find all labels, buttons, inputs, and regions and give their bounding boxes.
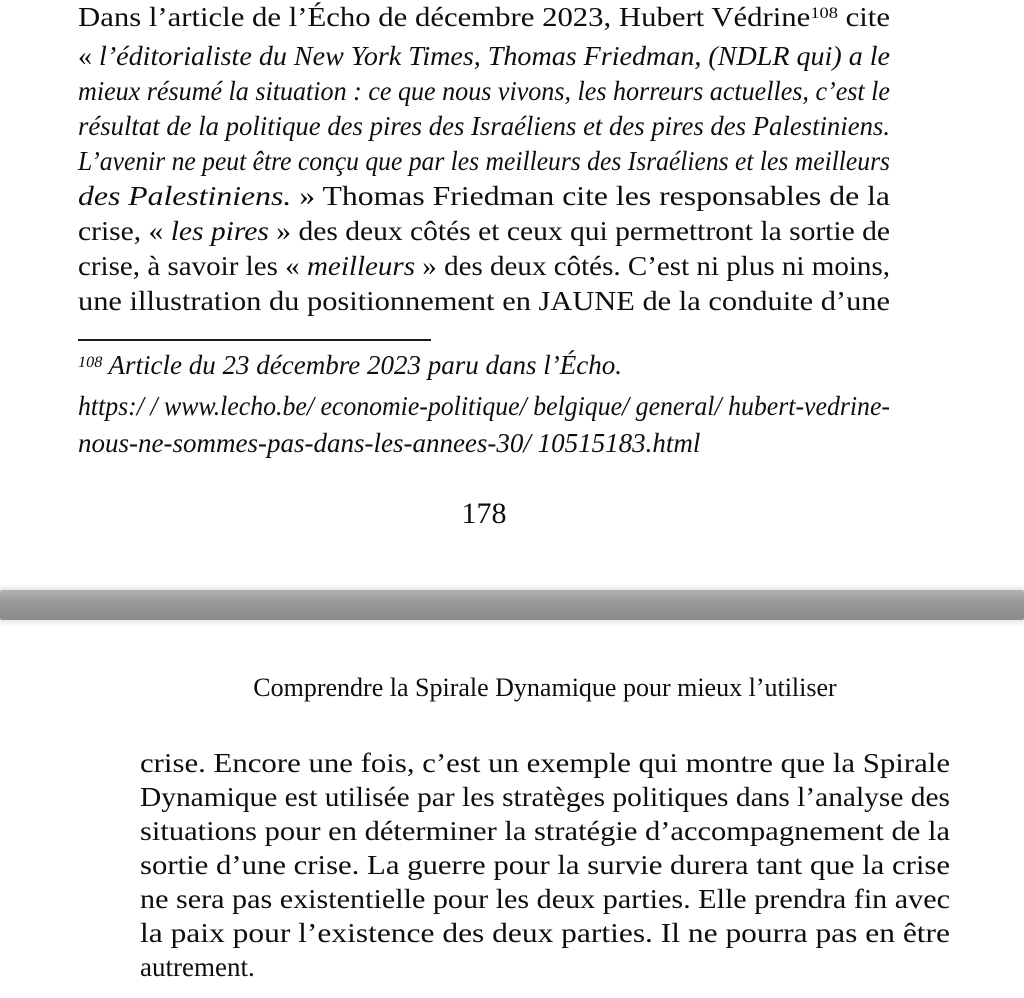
page2-body-paragraph bbox=[140, 746, 950, 984]
text-line: des Palestiniens. » Thomas Friedman cite les responsables de la bbox=[78, 181, 890, 211]
text-line: crise. Encore une fois, c’est un exemple qui montre que la Spirale bbox=[140, 748, 950, 778]
text-line: résultat de la politique des pires des Israéliens et des pires des Palestiniens. bbox=[78, 111, 890, 141]
text-line: crise, « les pires » des deux côtés et ceux qui permettront la sortie de bbox=[78, 216, 890, 246]
text-line: sortie d’une crise. La guerre pour la survie durera tant que la crise bbox=[140, 850, 950, 880]
text-line: « l’éditorialiste du New York Times, Thomas Friedman, (NDLR qui) a le bbox=[78, 41, 890, 71]
text-line: mieux résumé la situation : ce que nous vivons, les horreurs actuelles, c’est le bbox=[78, 76, 890, 106]
footnote-108 bbox=[78, 347, 890, 462]
page-gap-shadow-bottom bbox=[0, 620, 1024, 626]
text-line: L’avenir ne peut être conçu que par les meilleurs des Israéliens et les meilleurs bbox=[78, 146, 890, 176]
text-line: Dynamique est utilisée par les stratèges politiques dans l’analyse des bbox=[140, 782, 950, 812]
page-number: 178 bbox=[461, 497, 507, 530]
text-line: autrement. bbox=[140, 952, 255, 982]
page1-body-paragraph bbox=[78, 0, 890, 319]
footnote-separator-rule bbox=[78, 339, 431, 341]
text-line: ne sera pas existentielle pour les deux parties. Elle prendra fin avec bbox=[140, 884, 950, 914]
text-line: la paix pour l’existence des deux parties. Il ne pourra pas en être bbox=[140, 918, 950, 948]
text-line: situations pour en déterminer la stratégie d’accompagnement de la bbox=[140, 816, 950, 846]
text-line: $^{108}$ Article du 23 décembre 2023 paru dans l’Écho. bbox=[78, 350, 622, 380]
text-line: une illustration du positionnement en JAUNE de la conduite d’une bbox=[78, 286, 891, 316]
text-line: Dans l’article de l’Écho de décembre 2023, Hubert Védrine$^{108}$ cite bbox=[78, 2, 890, 32]
text-line: crise, à savoir les « meilleurs » des deux côtés. C’est ni plus ni moins, bbox=[78, 251, 890, 281]
text-line: nous-ne-sommes-pas-dans-les-annees-30/ 10515183.html bbox=[78, 428, 701, 458]
text-line: https:/ / www.lecho.be/ economie-politique/ belgique/ general/ hubert-vedrine- bbox=[78, 391, 890, 421]
page-separator-bar bbox=[0, 590, 1024, 620]
running-header: Comprendre la Spirale Dynamique pour mieux l’utiliser bbox=[253, 673, 837, 702]
